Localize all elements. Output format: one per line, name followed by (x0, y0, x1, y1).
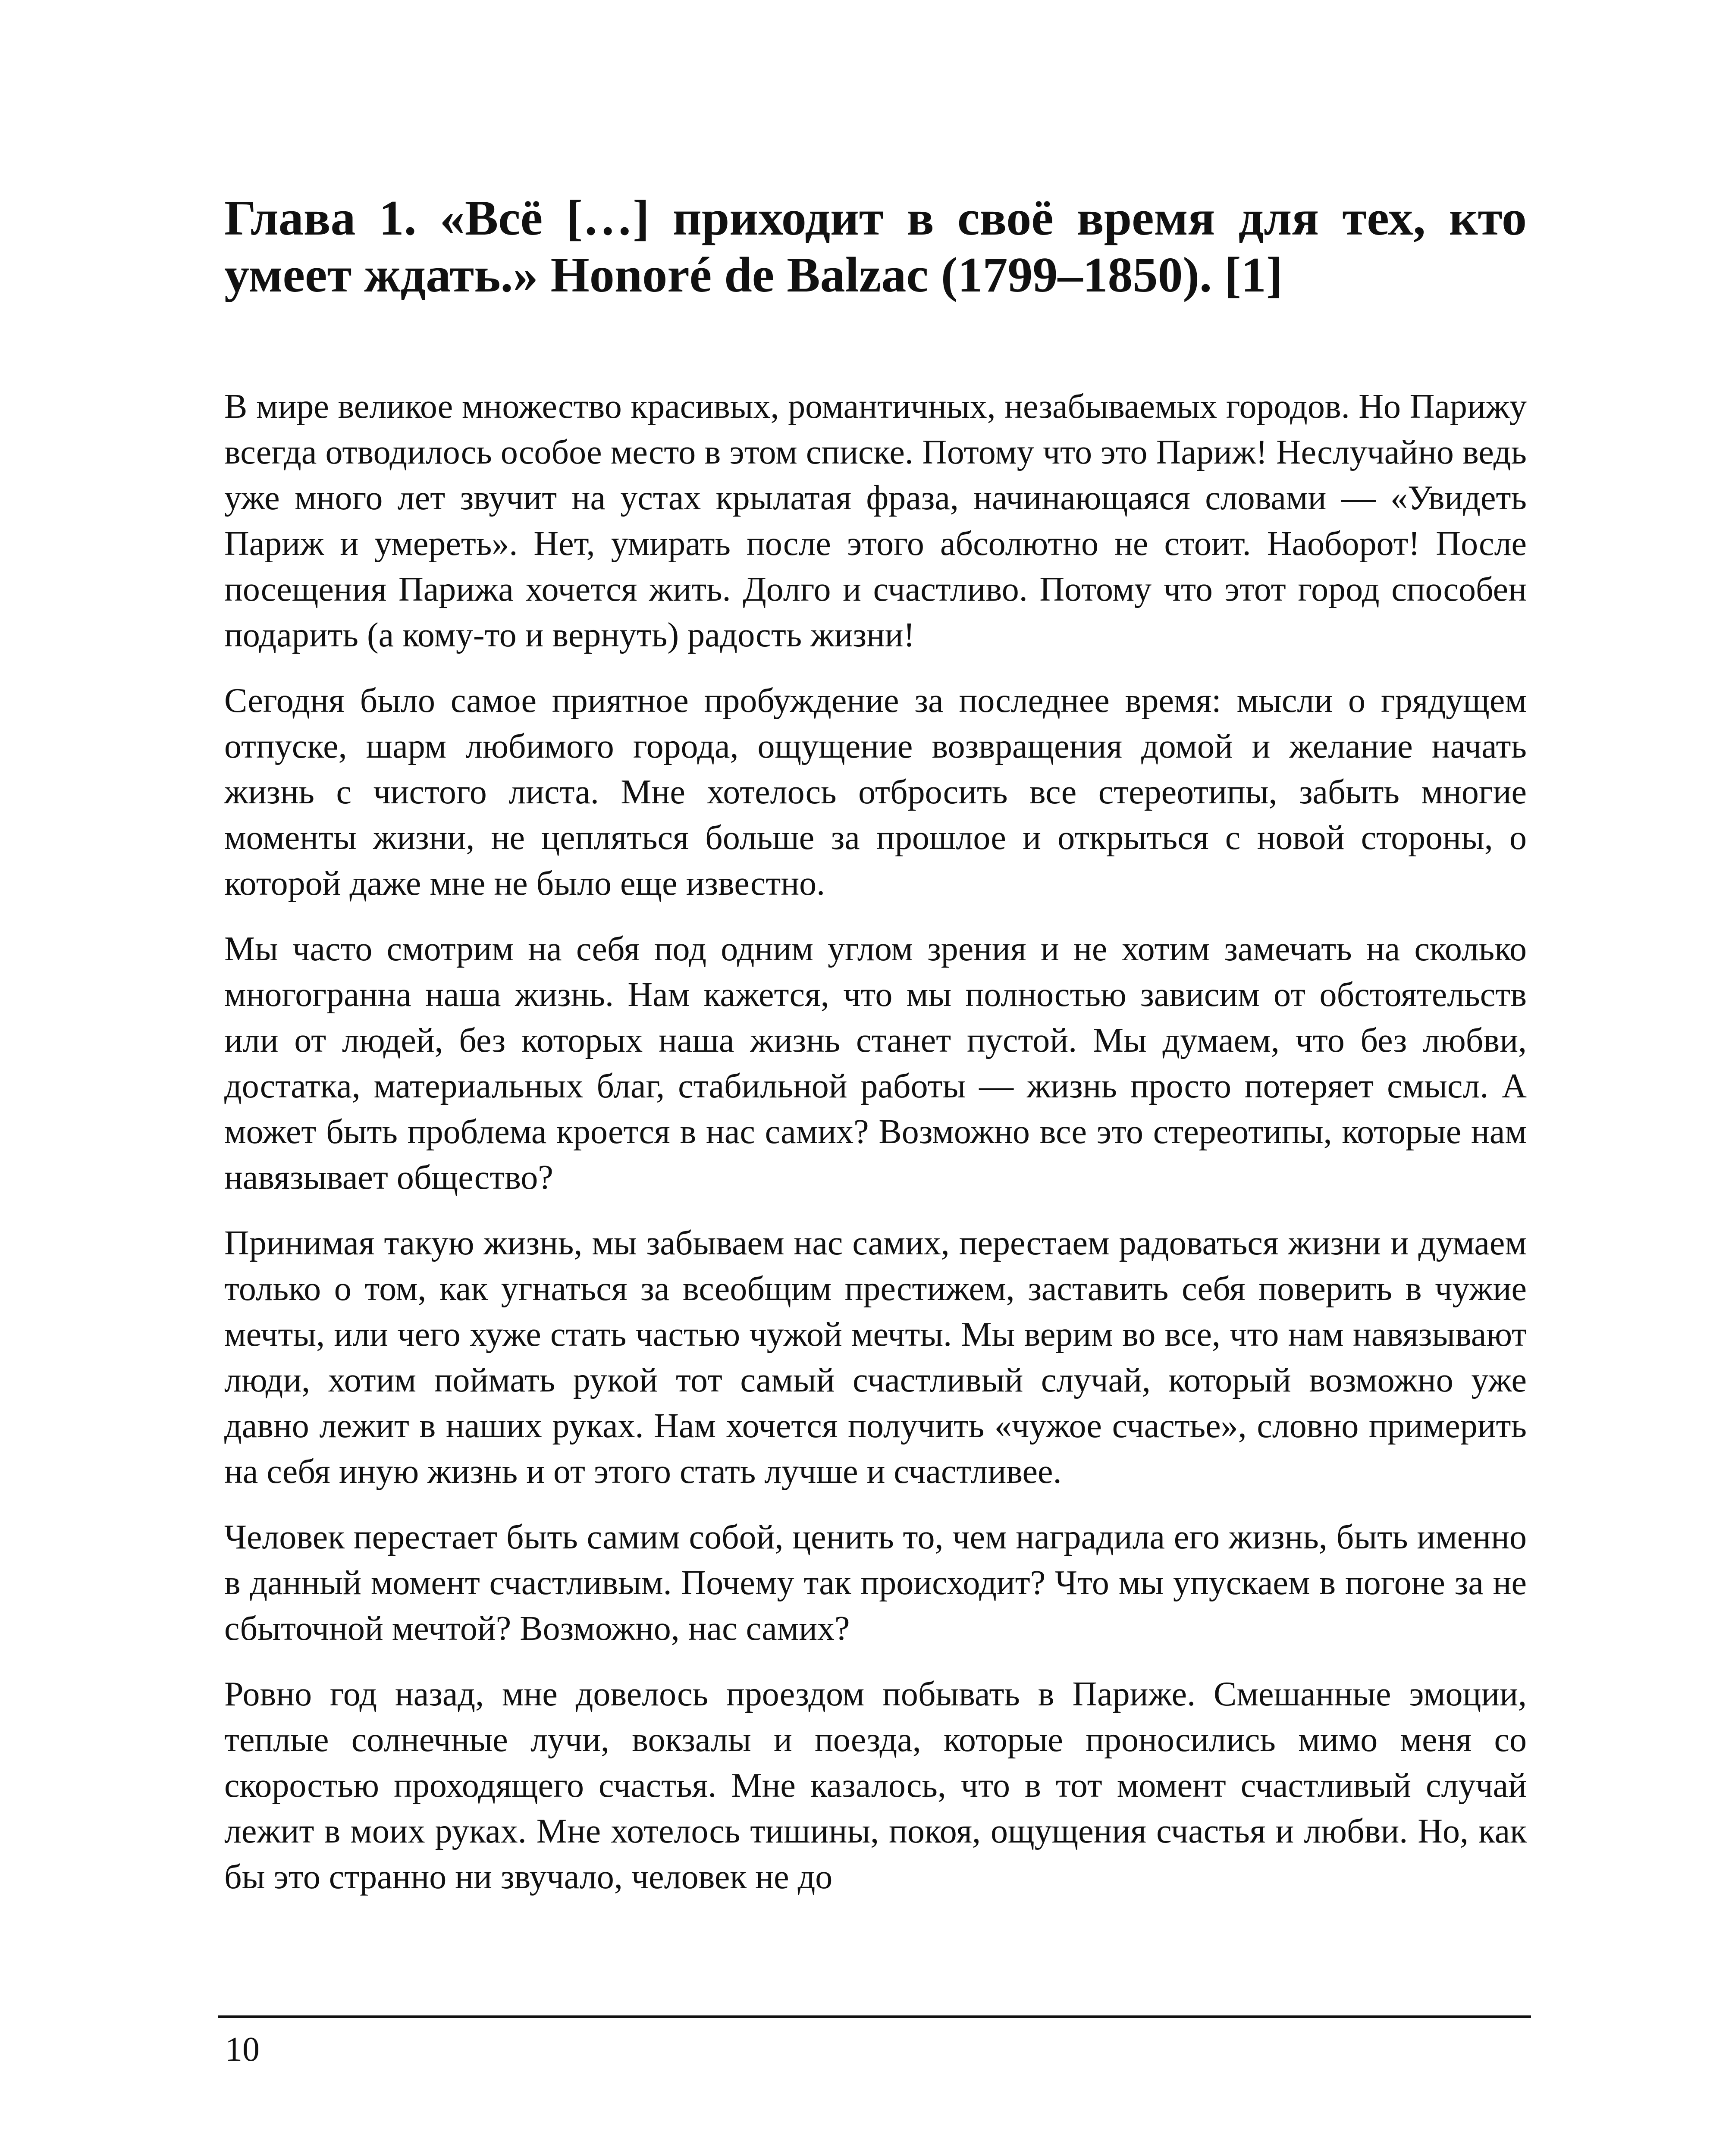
paragraph-1: В мире великое множество красивых, романтичных, незабываемых городов. Но Парижу всегда отводилось особое место в этом списке. Потому что это Париж! Неслучайно ведь уже много лет звучит на устах крылатая фраза, начинающаяся словами — «Увидеть Париж и умереть». Нет, умирать после этого абсолютно не стоит. Наоборот! После посещения Парижа хочется жить. Долго и счастливо. Потому что этот город способен подарить (а кому-то и вернуть) радость жизни! (224, 388, 1527, 654)
paragraph-6: Ровно год назад, мне довелось проездом побывать в Париже. Смешанные эмоции, теплые солнечные лучи, вокзалы и поезда, которые проносились мимо меня со скоростью проходящего счастья. Мне казалось, что в тот момент счастливый случай лежит в моих руках. Мне хотелось тишины, покоя, ощущения счастья и любви. Но, как бы это странно ни звучало, человек не до (224, 1675, 1527, 1896)
body-text (224, 384, 1527, 1920)
page-number: 10 (225, 2031, 260, 2068)
paragraph-2: Сегодня было самое приятное пробуждение за последнее время: мысли о грядущем отпуске, шарм любимого города, ощущение возвращения домой и желание начать жизнь с чистого листа. Мне хотелось отбросить все стереотипы, забыть многие моменты жизни, не цепляться больше за прошлое и открыться с новой стороны, о которой даже мне не было еще известно. (224, 682, 1527, 903)
chapter-title: Глава 1. «Всё […] приходит в своё время для тех, кто умеет ждать.» Honoré de Balzac (1799–1850). [1] (224, 191, 1527, 303)
paragraph-5: Человек перестает быть самим собой, ценить то, чем наградила его жизнь, быть именно в данный момент счастливым. Почему так происходит? Что мы упускаем в погоне за не сбыточной мечтой? Возможно, нас самих? (224, 1518, 1527, 1648)
footer-divider (218, 2015, 1531, 2018)
paragraph-3: Мы часто смотрим на себя под одним углом зрения и не хотим замечать на сколько многогранна наша жизнь. Нам кажется, что мы полностью зависим от обстоятельств или от людей, без которых наша жизнь станет пустой. Мы думаем, что без любви, достатка, материальных благ, стабильной работы — жизнь просто потеряет смысл. А может быть проблема кроется в нас самих? Возможно все это стереотипы, которые нам навязывает общество? (224, 930, 1527, 1197)
paragraph-4: Принимая такую жизнь, мы забываем нас самих, перестаем радоваться жизни и думаем только о том, как угнаться за всеобщим престижем, заставить себя поверить в чужие мечты, или чего хуже стать частью чужой мечты. Мы верим во все, что нам навязывают люди, хотим поймать рукой тот самый счастливый случай, который возможно уже давно лежит в наших руках. Нам хочется получить «чужое счастье», словно примерить на себя иную жизнь и от этого стать лучше и счастливее. (224, 1224, 1527, 1491)
